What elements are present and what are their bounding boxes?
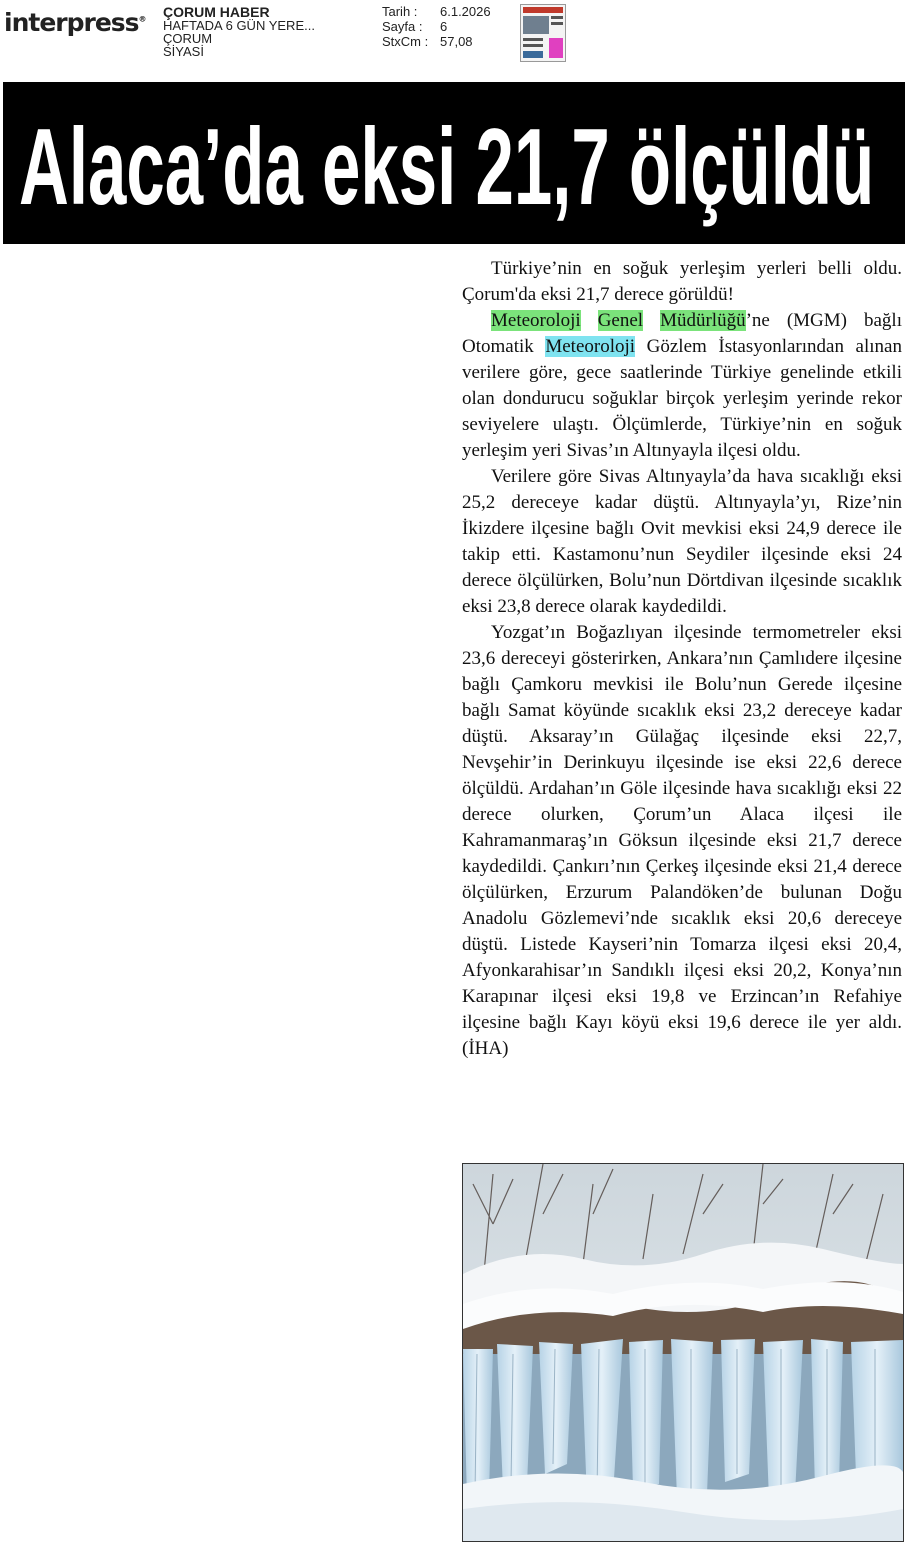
- publication-info: [163, 6, 315, 58]
- article-body: [462, 256, 902, 1062]
- publication-name: ÇORUM HABER: [163, 4, 270, 20]
- article-text: ’ne (MGM) bağlı Otomatik: [462, 310, 902, 357]
- meta-page-key: Sayfa :: [382, 19, 423, 34]
- meta-date-key: Tarih :: [382, 4, 418, 19]
- article-paragraph: Verilere göre Sivas Altınyayla’da hava sıcaklığı eksi 25,2 dereceye kadar düştü. Altınyayla’yı, Rize’nin İkizdere ilçesine bağlı Ovit mevkisi eksi 24,9 derece ile takip etti. Kastamonu’nun Seydiler ilçesinde eksi 24 derece ölçülürken, Bolu’nun Dörtdivan ilçesinde sıcaklık eksi 23,8 derece olarak kaydedildi.: [462, 466, 902, 617]
- thumb-block: [549, 38, 563, 58]
- frozen-waterfall-photo: [462, 1163, 904, 1542]
- thumb-block: [523, 38, 543, 41]
- meta-date-value: 6.1.2026: [440, 4, 491, 19]
- page-thumbnail[interactable]: [520, 4, 566, 62]
- thumb-block: [523, 16, 549, 34]
- article-paragraph: Türkiye’nin en soğuk yerleşim yerleri belli oldu. Çorum'da eksi 21,7 derece görüldü!: [462, 258, 902, 305]
- interpress-logo: [4, 8, 147, 37]
- thumb-block: [551, 22, 563, 25]
- meta-stxcm-value: 57,08: [440, 34, 473, 49]
- publication-city: ÇORUM: [163, 31, 213, 46]
- highlighted-term: Genel: [597, 310, 644, 331]
- publication-category: SİYASİ: [163, 44, 204, 59]
- logo-text: interpress: [4, 8, 139, 37]
- meta-page: [382, 19, 491, 34]
- highlighted-term: Meteoroloji: [491, 310, 581, 331]
- article-text: Gözlem İstasyonlarından alınan verilere göre, gece saatlerinde Türkiye genelinde etkili olan dondurucu soğuklar birçok yerleşim yerinde rekor seviyelere ulaştı. Ölçümlerde, Türkiye’nin en soğuk yerleşim yeri Sivas’ın Altınyayla ilçesi oldu.: [462, 336, 902, 461]
- article-paragraph: [462, 308, 902, 464]
- thumb-block: [523, 7, 563, 13]
- headline: Alaca’da eksi 21,7 ölçüldü: [19, 105, 875, 228]
- thumb-block: [551, 16, 563, 19]
- meta-stxcm: [382, 34, 491, 49]
- thumb-block: [523, 51, 543, 58]
- publication-frequency: HAFTADA 6 GÜN YERE...: [163, 18, 315, 33]
- clipping-meta: [382, 4, 491, 49]
- highlighted-term: Müdürlüğü: [660, 310, 746, 331]
- registered-mark: ®: [138, 14, 147, 24]
- meta-date: [382, 4, 491, 19]
- headline-band: [3, 82, 905, 244]
- highlighted-term: Meteoroloji: [545, 336, 636, 357]
- meta-page-value: 6: [440, 19, 448, 34]
- photo-illustration: [463, 1164, 903, 1541]
- article-paragraph: Yozgat’ın Boğazlıyan ilçesinde termometreler eksi 23,6 dereceyi gösterirken, Ankara’nın Çamlıdere ilçesine bağlı Çamkoru mevkisi ile Bolu’nun Gerede ilçesine bağlı Samat köyünde sıcaklık eksi 23,2 dereceye kadar düştü. Aksaray’ın Gülağaç ilçesinde eksi 22,7, Nevşehir’in Derinkuyu ilçesinde ise eksi 22,6 derece ölçüldü. Ardahan’ın Göle ilçesinde hava sıcaklığı eksi 22 derece olurken, Çorum’un Alaca ilçesi ile Kahramanmaraş’ın Göksun ilçesinde eksi 21,7 derece kaydedildi. Çankırı’nın Çerkeş ilçesinde eksi 21,4 derece ölçülürken, Erzurum Palandöken’de bulunan Doğu Anadolu Gözlemevi’nde sıcaklık eksi 20,6 dereceye düştü. Listede Kayseri’nin Tomarza ilçesi eksi 20,4, Afyonkarahisar’ın Sandıklı ilçesi eksi 20,2, Konya’nın Karapınar ilçesi eksi 19,8 ve Erzincan’ın Refahiye ilçesine bağlı Kayı köyü eksi 19,6 derece ile yer aldı. (İHA): [462, 622, 902, 1059]
- thumb-block: [523, 44, 543, 47]
- meta-stxcm-key: StxCm :: [382, 34, 429, 49]
